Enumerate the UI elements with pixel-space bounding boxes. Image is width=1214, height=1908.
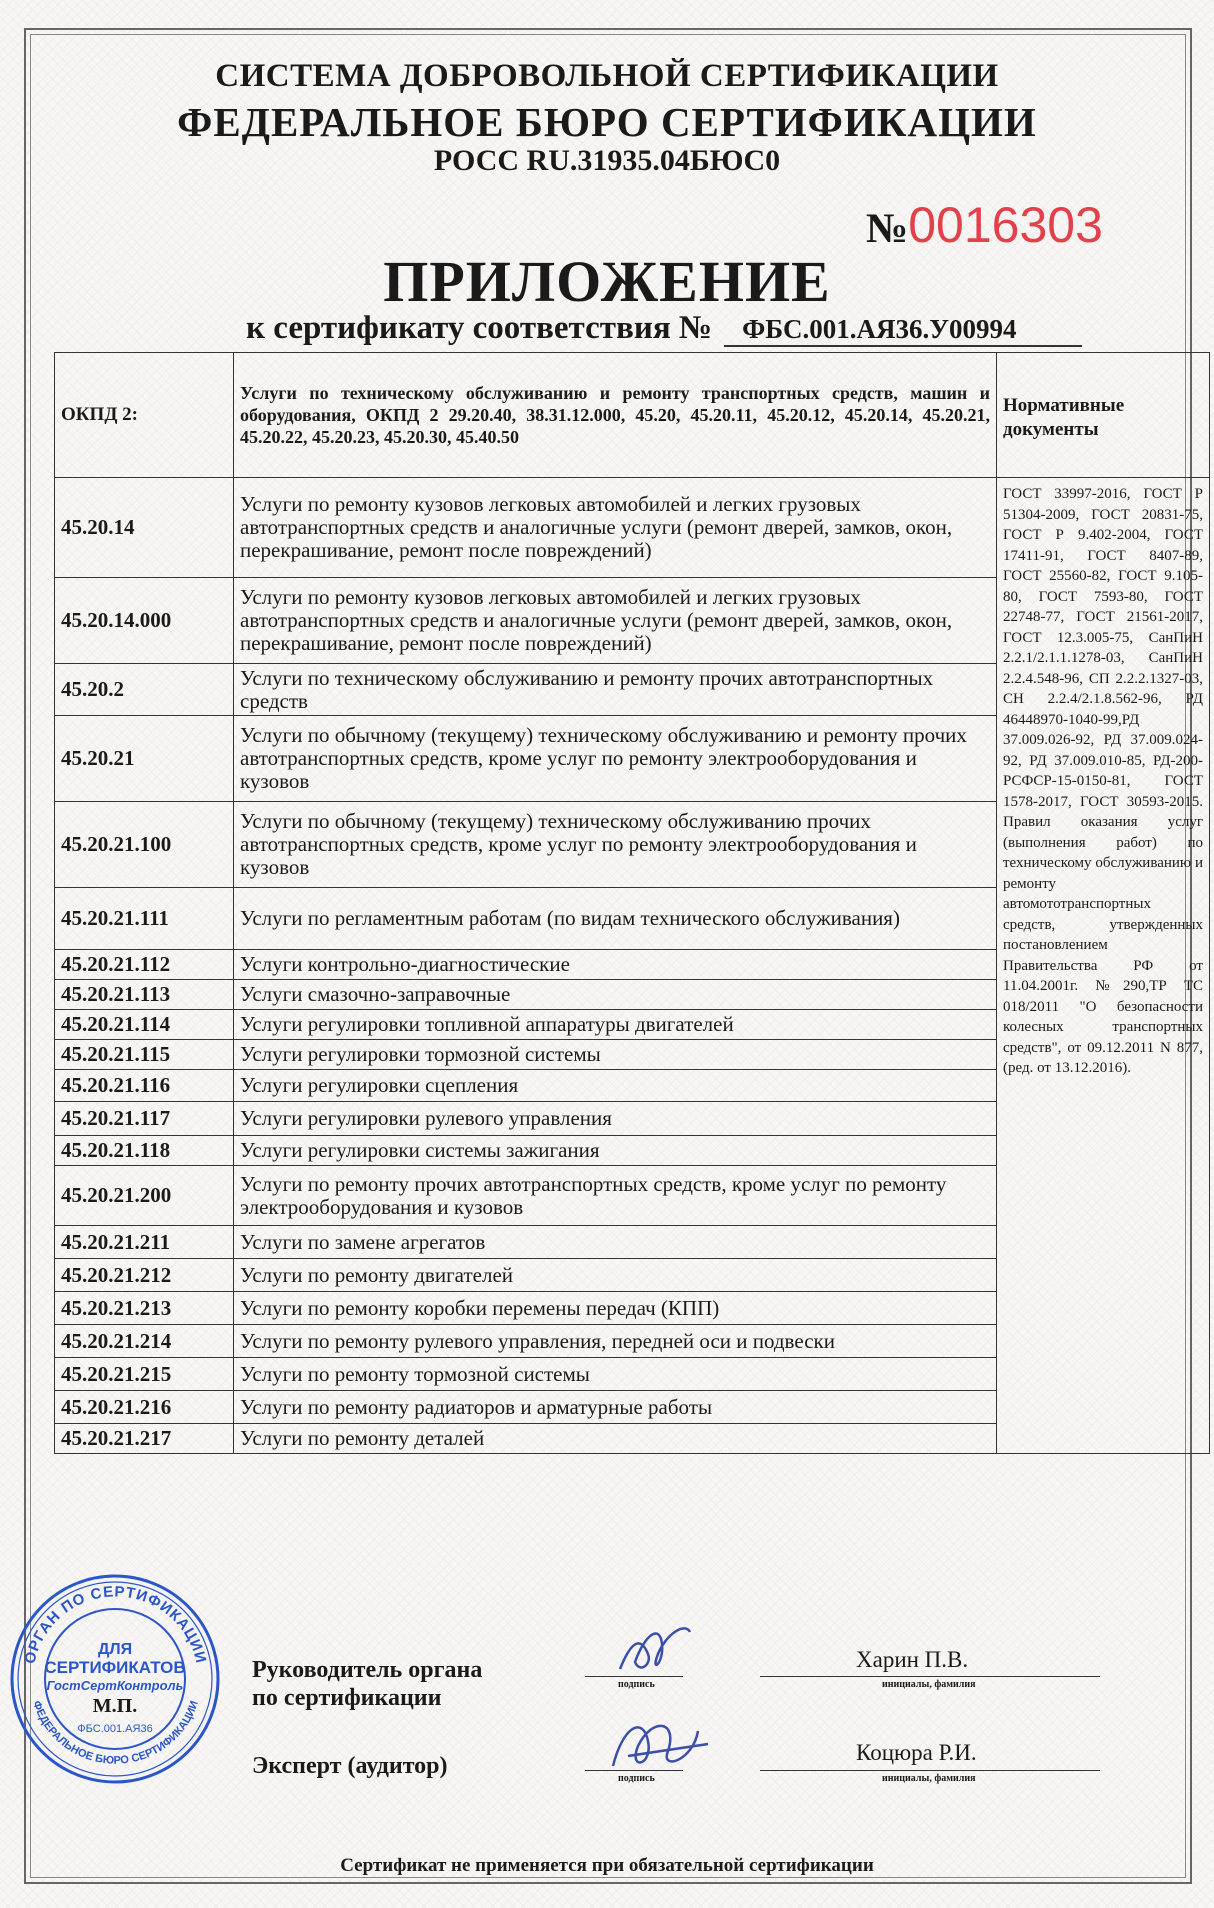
row-code: 45.20.2: [55, 664, 234, 716]
row-code: 45.20.21.117: [55, 1102, 234, 1136]
expert-sign-caption: подпись: [618, 1773, 655, 1784]
row-code: 45.20.21.215: [55, 1358, 234, 1391]
services-table: [54, 352, 1210, 1454]
expert-sign-line: [585, 1770, 683, 1771]
row-service: Услуги регулировки системы зажигания: [234, 1136, 997, 1166]
head-label-line-1: Руководитель органа: [252, 1657, 483, 1683]
normative-documents: ГОСТ 33997-2016, ГОСТ Р 51304-2009, ГОСТ 20831-75, ГОСТ Р 9.402-2004, ГОСТ 17411-91, ГОСТ 8407-89, ГОСТ 25560-82, ГОСТ 9.105-80, ГОСТ 7593-80, ГОСТ 22748-77, ГОСТ 21561-2017, ГОСТ 12.3.005-75, СанПиН 2.2.1/2.1.1.1278-03, СанПиН 2.2.4.548-96, СП 2.2.2.1327-03, СН 2.2.4/2.1.8.562-96, РД 46448970-1040-99,РД 37.009.026-92, РД 37.009.024-92, РД 37.009.010-85, РД-200-РСФСР-15-0150-81, ГОСТ 1578-2017, ГОСТ 30593-2015. Правил оказания услуг (выполнения работ) по техническому обслуживанию и ремонту автомототранспортных средств, утвержденных постановлением Правительства РФ от 11.04.2001г. №290,ТР ТС 018/2011 "О безопасности колесных транспортных средств", от 09.12.2011 N 877, (ред. от 13.12.2016).: [997, 478, 1210, 1454]
header-code: ОКПД 2:: [55, 353, 234, 478]
header-services: Услуги по техническому обслуживанию и ремонту транспортных средств, машин и оборудования, ОКПД 2 29.20.40, 38.31.12.000, 45.20, 45.20.11, 45.20.12, 45.20.14, 45.20.21, 45.20.22, 45.20.23, 45.20.30, 45.40.50: [234, 353, 997, 478]
page-title: ПРИЛОЖЕНИЕ: [383, 249, 831, 314]
header-norms: Нормативные документы: [997, 353, 1210, 478]
seal-line-3: ГостСертКонтроль: [46, 1678, 184, 1693]
row-service: Услуги по замене агрегатов: [234, 1226, 997, 1259]
head-sign-caption: подпись: [618, 1679, 655, 1690]
row-service: Услуги регулировки рулевого управления: [234, 1102, 997, 1136]
subtitle-label: к сертификату соответствия №: [246, 310, 713, 346]
registry-number: РОСС RU.31935.04БЮС0: [433, 144, 781, 177]
serial-number: [866, 196, 1103, 254]
expert-name-line: [760, 1770, 1100, 1771]
row-service: Услуги по обычному (текущему) техническому обслуживанию прочих автотранспортных средств, кроме услуг по ремонту электрооборудования и кузовов: [234, 802, 997, 888]
row-service: Услуги по ремонту кузовов легковых автомобилей и легких грузовых автотранспортных средств и аналогичные услуги (ремонт дверей, замков, окон, перекрашивание, ремонт после повреждений): [234, 478, 997, 578]
row-code: 45.20.14: [55, 478, 234, 578]
row-code: 45.20.21.118: [55, 1136, 234, 1166]
row-code: 45.20.21.212: [55, 1259, 234, 1292]
head-label: [252, 1656, 482, 1712]
seal-line-5: ФБС.001.АЯ36: [77, 1723, 153, 1735]
bureau-name: ФЕДЕРАЛЬНОЕ БЮРО СЕРТИФИКАЦИИ: [177, 99, 1037, 145]
row-service: Услуги контрольно-диагностические: [234, 950, 997, 980]
row-service: Услуги регулировки тормозной системы: [234, 1040, 997, 1070]
row-service: Услуги по ремонту кузовов легковых автомобилей и легких грузовых автотранспортных средств и аналогичные услуги (ремонт дверей, замков, окон, перекрашивание, ремонт после повреждений): [234, 578, 997, 664]
seal-line-1: ДЛЯ: [97, 1641, 133, 1658]
row-service: Услуги по ремонту деталей: [234, 1424, 997, 1454]
expert-label: Эксперт (аудитор): [252, 1753, 448, 1779]
seal-mp: М.П.: [92, 1695, 138, 1717]
row-service: Услуги по ремонту прочих автотранспортных средств, кроме услуг по ремонту электрооборудования и кузовов: [234, 1166, 997, 1226]
row-code: 45.20.21.112: [55, 950, 234, 980]
row-service: Услуги по ремонту радиаторов и арматурные работы: [234, 1391, 997, 1424]
subtitle: [246, 310, 1082, 347]
footer-note: Сертификат не применяется при обязательной сертификации: [340, 1855, 874, 1876]
head-name-caption: инициалы, фамилия: [882, 1679, 976, 1690]
row-code: 45.20.21: [55, 716, 234, 802]
row-service: Услуги по ремонту двигателей: [234, 1259, 997, 1292]
row-service: Услуги по ремонту рулевого управления, передней оси и подвески: [234, 1325, 997, 1358]
row-code: 45.20.14.000: [55, 578, 234, 664]
expert-name-caption: инициалы, фамилия: [882, 1773, 976, 1784]
row-service: Услуги смазочно-заправочные: [234, 980, 997, 1010]
row-code: 45.20.21.115: [55, 1040, 234, 1070]
seal-line-2: СЕРТИФИКАТОВ: [44, 1658, 186, 1677]
head-name: Харин П.В.: [856, 1647, 969, 1672]
expert-name: Коцюра Р.И.: [856, 1740, 977, 1765]
row-service: Услуги по ремонту коробки перемены передач (КПП): [234, 1292, 997, 1325]
seal-bottom-text: ФЕДЕРАЛЬНОЕ БЮРО СЕРТИФИКАЦИИ: [30, 1699, 201, 1767]
seal-outer-text: ОРГАН ПО СЕРТИФИКАЦИИ: [21, 1583, 210, 1666]
row-service: Услуги регулировки топливной аппаратуры двигателей: [234, 1010, 997, 1040]
row-code: 45.20.21.111: [55, 888, 234, 950]
serial-sign: №: [866, 206, 909, 252]
row-service: Услуги по техническому обслуживанию и ремонту прочих автотранспортных средств: [234, 664, 997, 716]
table-row: [55, 478, 1210, 578]
row-code: 45.20.21.100: [55, 802, 234, 888]
certification-seal: [8, 1572, 223, 1787]
head-signature-icon: [600, 1614, 720, 1684]
serial-digits: 0016303: [908, 197, 1103, 253]
table-header-row: [55, 353, 1210, 478]
row-code: 45.20.21.217: [55, 1424, 234, 1454]
row-code: 45.20.21.216: [55, 1391, 234, 1424]
row-code: 45.20.21.214: [55, 1325, 234, 1358]
row-service: Услуги по ремонту тормозной системы: [234, 1358, 997, 1391]
head-sign-line: [585, 1676, 683, 1677]
row-code: 45.20.21.213: [55, 1292, 234, 1325]
certificate-number: ФБС.001.АЯ36.У00994: [724, 314, 1082, 347]
row-code: 45.20.21.113: [55, 980, 234, 1010]
row-code: 45.20.21.211: [55, 1226, 234, 1259]
row-service: Услуги по обычному (текущему) техническому обслуживанию и ремонту прочих автотранспортных средств, кроме услуг по ремонту электрооборудования и кузовов: [234, 716, 997, 802]
row-code: 45.20.21.114: [55, 1010, 234, 1040]
row-code: 45.20.21.200: [55, 1166, 234, 1226]
system-name: СИСТЕМА ДОБРОВОЛЬНОЙ СЕРТИФИКАЦИИ: [215, 58, 999, 94]
row-code: 45.20.21.116: [55, 1070, 234, 1102]
row-service: Услуги регулировки сцепления: [234, 1070, 997, 1102]
head-label-line-2: по сертификации: [252, 1685, 442, 1711]
head-name-line: [760, 1676, 1100, 1677]
row-service: Услуги по регламентным работам (по видам технического обслуживания): [234, 888, 997, 950]
